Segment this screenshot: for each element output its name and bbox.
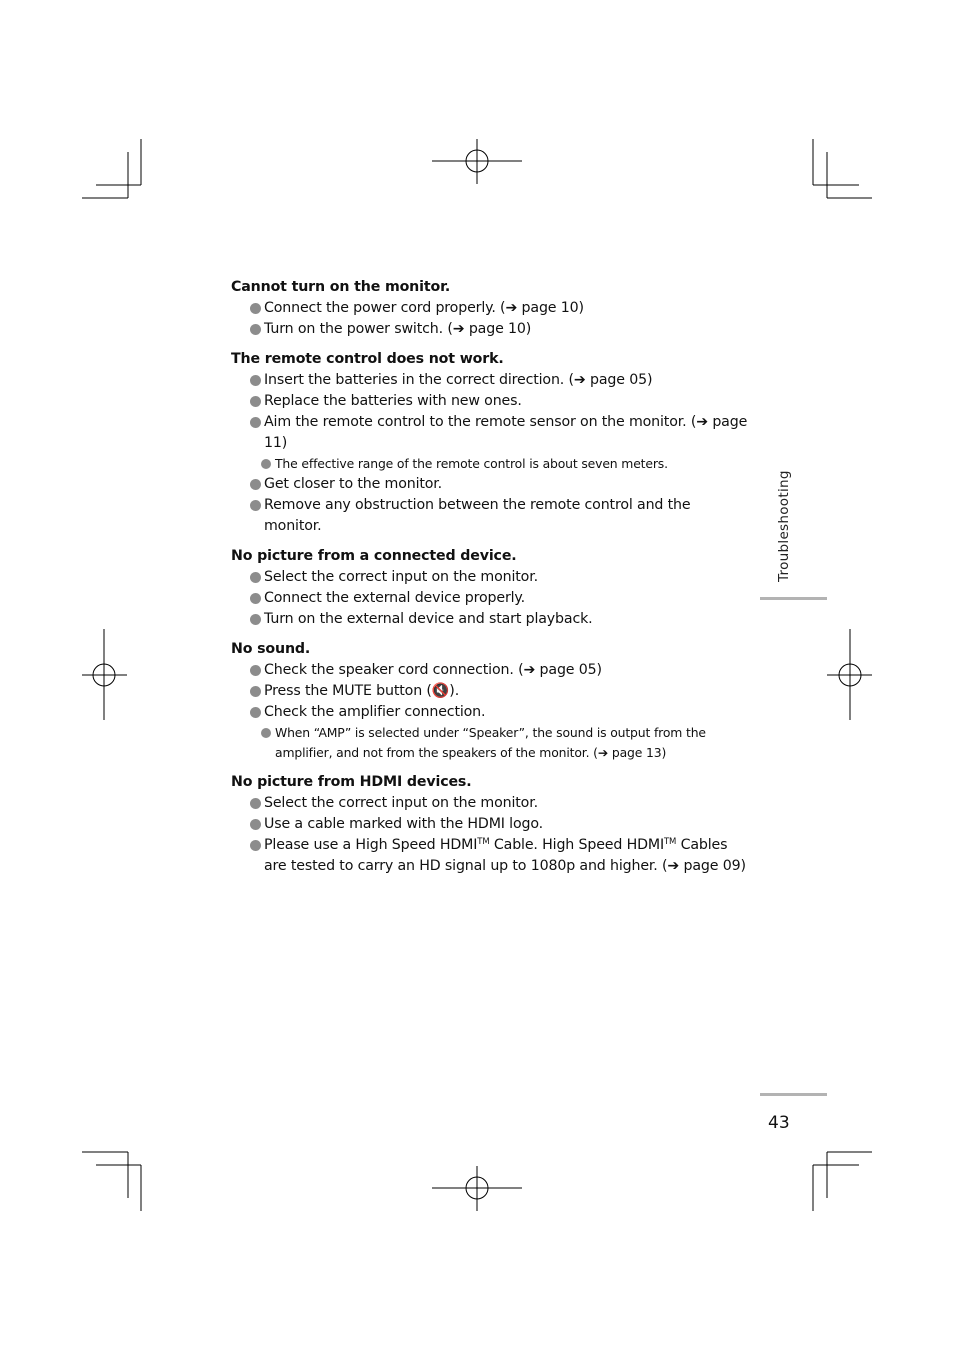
bullet-icon <box>250 417 261 428</box>
item-text: Remove any obstruction between the remote control and the monitor. <box>264 497 691 534</box>
item-text: Turn on the power switch. (➔ page 10) <box>264 321 532 337</box>
list-item <box>231 793 751 814</box>
item-text: Select the correct input on the monitor. <box>264 795 538 811</box>
note-text: When “AMP” is selected under “Speaker”, the sound is output from the amplifier, and not from the speakers of the monitor. (➔ page 13) <box>275 725 706 760</box>
item-text: Connect the power cord properly. (➔ page 10) <box>264 300 584 316</box>
list-item <box>231 702 751 723</box>
sub-note <box>231 723 751 763</box>
note-text: The effective range of the remote control is about seven meters. <box>275 456 668 471</box>
section-no-picture-device <box>231 546 751 630</box>
item-text: Connect the external device properly. <box>264 590 526 606</box>
page-number: 43 <box>768 1113 790 1133</box>
bullet-icon <box>261 728 271 738</box>
section-heading: The remote control does not work. <box>231 351 504 367</box>
bullet-icon <box>250 593 261 604</box>
bullet-icon <box>250 396 261 407</box>
section-cannot-turn-on <box>231 277 751 340</box>
side-tab-rule <box>760 597 827 600</box>
list-item <box>231 660 751 681</box>
list-item-hdmi-cable <box>231 835 751 877</box>
list-item <box>231 681 751 702</box>
bullet-icon <box>250 614 261 625</box>
trademark-sup: TM <box>477 837 490 847</box>
bullet-icon <box>250 840 261 851</box>
bullet-icon <box>250 303 261 314</box>
section-no-picture-hdmi <box>231 772 751 877</box>
section-heading: No picture from HDMI devices. <box>231 774 472 790</box>
item-text: Press the MUTE button (🔇). <box>264 683 460 699</box>
list-item <box>231 474 751 495</box>
section-heading: Cannot turn on the monitor. <box>231 279 451 295</box>
bullet-icon <box>250 572 261 583</box>
sub-note <box>231 454 751 474</box>
item-text: Cables are tested to carry an HD signal up to 1080p and higher. (➔ page 09) <box>264 837 746 874</box>
list-item <box>231 370 751 391</box>
item-text: Please use a High Speed HDMI <box>264 837 478 853</box>
bullet-icon <box>250 665 261 676</box>
section-heading: No picture from a connected device. <box>231 548 517 564</box>
list-item <box>231 319 751 340</box>
item-text: Get closer to the monitor. <box>264 476 443 492</box>
side-tab <box>740 470 820 585</box>
item-text: Select the correct input on the monitor. <box>264 569 538 585</box>
section-remote-control <box>231 349 751 537</box>
section-no-sound <box>231 639 751 763</box>
item-text: Use a cable marked with the HDMI logo. <box>264 816 543 832</box>
side-tab-label: Troubleshooting <box>776 470 792 582</box>
bullet-icon <box>250 375 261 386</box>
list-item <box>231 567 751 588</box>
trademark-sup: TM <box>664 837 677 847</box>
bullet-icon <box>250 707 261 718</box>
list-item <box>231 495 751 537</box>
bullet-icon <box>250 479 261 490</box>
list-item <box>231 588 751 609</box>
page-number-rule <box>760 1093 827 1096</box>
section-heading: No sound. <box>231 641 311 657</box>
bullet-icon <box>250 324 261 335</box>
bullet-icon <box>250 686 261 697</box>
item-text: Check the speaker cord connection. (➔ page 05) <box>264 662 602 678</box>
list-item <box>231 609 751 630</box>
list-item <box>231 412 751 454</box>
item-text: Replace the batteries with new ones. <box>264 393 522 409</box>
bullet-icon <box>261 459 271 469</box>
list-item <box>231 391 751 412</box>
item-text: Insert the batteries in the correct direction. (➔ page 05) <box>264 372 653 388</box>
item-text: Turn on the external device and start playback. <box>264 611 593 627</box>
bullet-icon <box>250 819 261 830</box>
list-item <box>231 298 751 319</box>
list-item <box>231 814 751 835</box>
bullet-icon <box>250 798 261 809</box>
troubleshooting-content <box>231 277 751 886</box>
item-text: Check the amplifier connection. <box>264 704 486 720</box>
bullet-icon <box>250 500 261 511</box>
item-text: Cable. High Speed HDMI <box>489 837 665 853</box>
item-text: Aim the remote control to the remote sensor on the monitor. (➔ page 11) <box>264 414 748 451</box>
